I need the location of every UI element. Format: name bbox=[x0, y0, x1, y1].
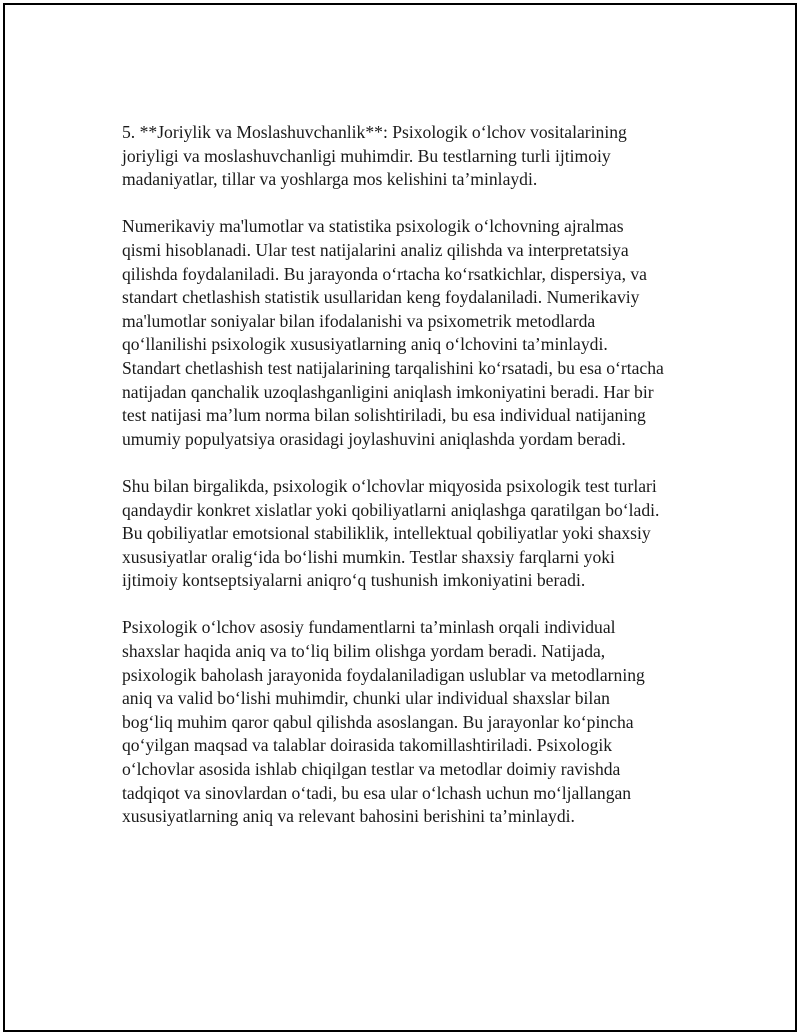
paragraph-shu-bilan bbox=[122, 475, 697, 593]
text-line: qoʻllanilishi psixologik xususiyatlarning aniq oʻlchovini taʼminlaydi. bbox=[122, 334, 608, 355]
paragraph-numerikaviy bbox=[122, 215, 697, 451]
text-line: qilishda foydalaniladi. Bu jarayonda oʻrtacha koʻrsatkichlar, dispersiya, va bbox=[122, 263, 647, 284]
text-line: 5. **Joriylik va Moslashuvchanlik**: Psixologik oʻlchov vositalarining bbox=[122, 122, 627, 142]
page-frame bbox=[3, 3, 797, 1032]
text-line: natijadan qanchalik uzoqlashganligini aniqlash imkoniyatini beradi. Har bir bbox=[122, 381, 654, 402]
text-line: qandaydir konkret xislatlar yoki qobiliyatlarni aniqlashga qaratilgan boʻladi. bbox=[122, 499, 660, 520]
text-line: Psixologik oʻlchov asosiy fundamentlarni taʼminlash orqali individual bbox=[122, 617, 616, 638]
text-line: Numerikaviy ma'lumotlar va statistika psixologik oʻlchovning ajralmas bbox=[122, 216, 624, 237]
text-line: ijtimoiy kontseptsiyalarni aniqroʻq tushunish imkoniyatini beradi. bbox=[122, 570, 586, 591]
text-line: ma'lumotlar soniyalar bilan ifodalanishi va psixometrik metodlarda bbox=[122, 310, 596, 331]
text-line: umumiy populyatsiya orasidagi joylashuvini aniqlashda yordam beradi. bbox=[122, 428, 626, 449]
text-line: qoʻyilgan maqsad va talablar doirasida takomillashtiriladi. Psixologik bbox=[122, 735, 613, 756]
text-line: bogʻliq muhim qaror qabul qilishda asoslangan. Bu jarayonlar koʻpincha bbox=[122, 711, 634, 732]
text-line: xususiyatlarning aniq va relevant bahosini berishini taʼminlaydi. bbox=[122, 806, 575, 827]
text-line: shaxslar haqida aniq va toʻliq bilim olishga yordam beradi. Natijada, bbox=[122, 641, 606, 662]
paragraph-psixologik-olchov bbox=[122, 616, 697, 828]
text-line: xususiyatlar oraligʻida boʻlishi mumkin. Testlar shaxsiy farqlarni yoki bbox=[122, 546, 615, 567]
text-line: Standart chetlashish test natijalarining tarqalishini koʻrsatadi, bu esa oʻrtacha bbox=[122, 357, 664, 378]
paragraph-joriylik bbox=[122, 121, 697, 192]
text-line: joriyligi va moslashuvchanligi muhimdir. Bu testlarning turli ijtimoiy bbox=[122, 145, 611, 166]
text-line: madaniyatlar, tillar va yoshlarga mos kelishini taʼminlaydi. bbox=[122, 169, 538, 190]
text-line: qismi hisoblanadi. Ular test natijalarini analiz qilishda va interpretatsiya bbox=[122, 239, 629, 260]
text-line: standart chetlashish statistik usullaridan keng foydalaniladi. Numerikaviy bbox=[122, 287, 640, 308]
text-line: test natijasi maʼlum norma bilan solishtiriladi, bu esa individual natijaning bbox=[122, 405, 646, 426]
text-line: oʻlchovlar asosida ishlab chiqilgan testlar va metodlar doimiy ravishda bbox=[122, 759, 621, 780]
document-body bbox=[122, 121, 697, 852]
text-line: Shu bilan birgalikda, psixologik oʻlchovlar miqyosida psixologik test turlari bbox=[122, 475, 657, 496]
text-line: Bu qobiliyatlar emotsional stabiliklik, intellektual qobiliyatlar yoki shaxsiy bbox=[122, 523, 651, 544]
text-line: psixologik baholash jarayonida foydalaniladigan uslublar va metodlarning bbox=[122, 664, 645, 685]
text-line: aniq va valid boʻlishi muhimdir, chunki ular individual shaxslar bilan bbox=[122, 688, 610, 709]
text-line: tadqiqot va sinovlardan oʻtadi, bu esa ular oʻlchash uchun moʻljallangan bbox=[122, 782, 632, 803]
